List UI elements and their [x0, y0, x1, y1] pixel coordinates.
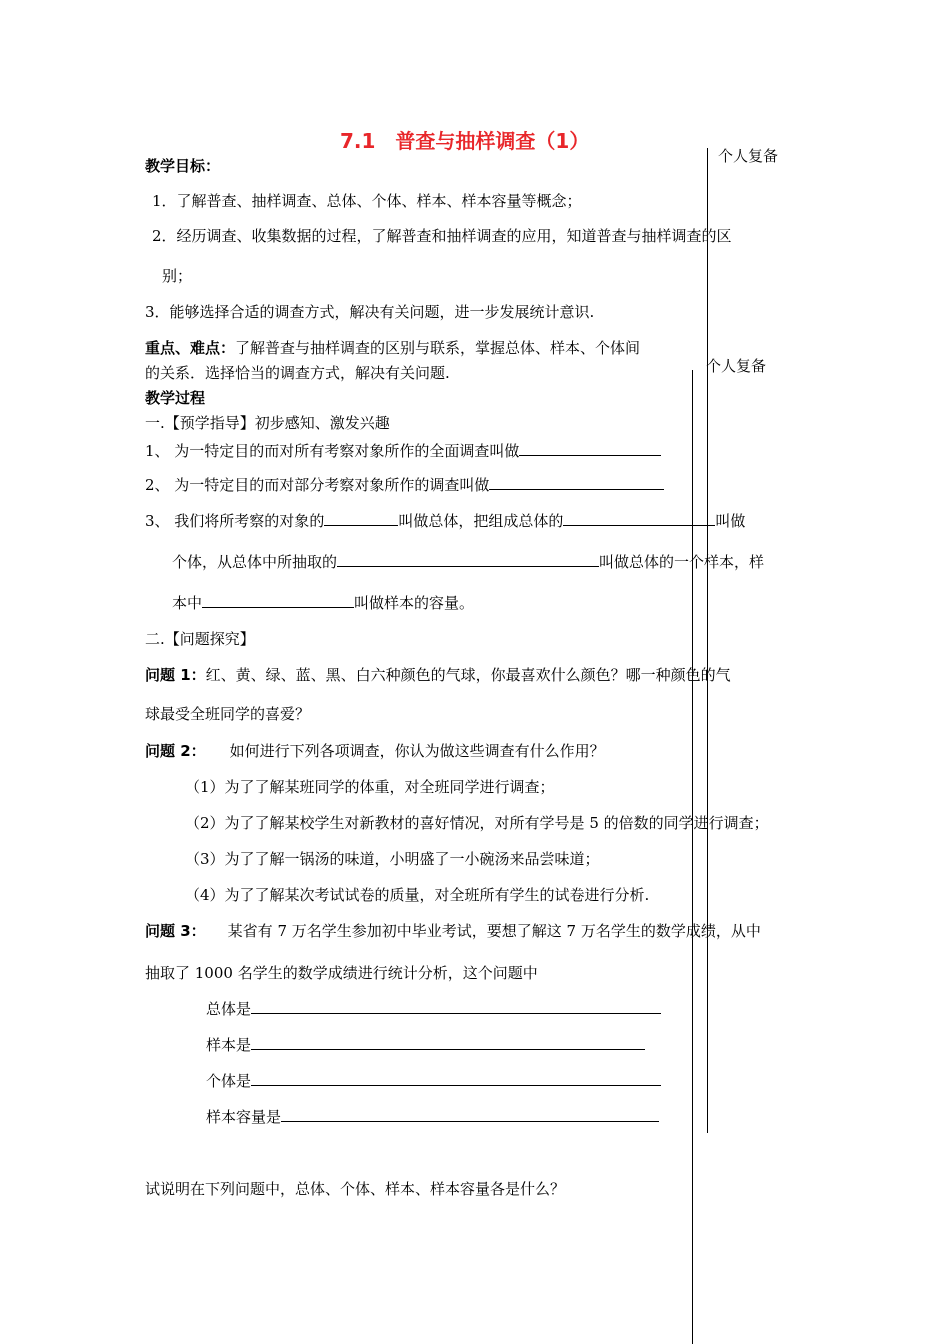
- answer-blank[interactable]: [519, 441, 661, 456]
- answer-blank[interactable]: [251, 1071, 661, 1086]
- answer-blank[interactable]: [489, 475, 664, 490]
- question-1: [145, 440, 661, 461]
- problem-1-label: 问题 1：: [145, 666, 206, 684]
- objective-2-cont: 别；: [162, 267, 193, 285]
- side-note-2: 个人复备: [706, 357, 767, 375]
- objectives-heading: 教学目标：: [145, 157, 221, 175]
- field-label: 总体是: [206, 1000, 252, 1018]
- question-3: [145, 510, 745, 531]
- field-label: 个体是: [206, 1072, 252, 1090]
- margin-divider-upper: [707, 148, 708, 1133]
- problem-3: [145, 920, 761, 941]
- key-points-label: 重点、难点：: [145, 339, 236, 357]
- problem-2-text: 如何进行下列各项调查，你认为做这些调查有什么作用？: [229, 742, 605, 760]
- question-3-text-c: 叫做: [715, 512, 746, 530]
- question-3-text-f: 本中: [172, 594, 203, 612]
- field-sample-size: [206, 1106, 659, 1127]
- objective-1: 1．了解普查、抽样调查、总体、个体、样本、样本容量等概念；: [152, 192, 582, 210]
- problem-3-cont: 抽取了 1000 名学生的数学成绩进行统计分析，这个问题中: [145, 964, 538, 982]
- answer-blank[interactable]: [337, 552, 599, 567]
- problem-2-item: （1）为了了解某班同学的体重，对全班同学进行调查；: [185, 778, 555, 796]
- process-heading: 教学过程: [145, 389, 206, 407]
- field-individual: [206, 1070, 661, 1091]
- answer-blank[interactable]: [202, 593, 354, 608]
- problem-3-label: 问题 3：: [145, 922, 206, 940]
- question-3-text-a: 3、 我们将所考察的对象的: [145, 512, 325, 530]
- problem-1: [145, 664, 731, 685]
- problem-2-item: （2）为了了解某校学生对新教材的喜好情况，对所有学号是 5 的倍数的同学进行调查；: [185, 814, 769, 832]
- field-label: 样本容量是: [206, 1108, 282, 1126]
- key-points-text: 了解普查与抽样调查的区别与联系，掌握总体、样本、个体间: [235, 339, 641, 357]
- closing-prompt: 试说明在下列问题中，总体、个体、样本、样本容量各是什么？: [145, 1180, 566, 1198]
- question-2: [145, 474, 664, 495]
- key-points-line1: [145, 337, 640, 358]
- section1-heading: 一.【预学指导】初步感知、激发兴趣: [145, 414, 390, 432]
- problem-1-cont: 球最受全班同学的喜爱？: [145, 705, 311, 723]
- answer-blank[interactable]: [251, 999, 661, 1014]
- question-3-text-b: 叫做总体，把组成总体的: [398, 512, 564, 530]
- question-3-text-g: 叫做样本的容量。: [354, 594, 475, 612]
- problem-3-text: 某省有 7 万名学生参加初中毕业考试，要想了解这 7 万名学生的数学成绩，从中: [227, 922, 761, 940]
- problem-2-label: 问题 2：: [145, 742, 206, 760]
- question-3-text-e: 叫做总体的一个样本，样: [599, 553, 765, 571]
- problem-2-item: （4）为了了解某次考试试卷的质量，对全班所有学生的试卷进行分析.: [185, 886, 650, 904]
- key-points-line2: 的关系．选择恰当的调查方式，解决有关问题.: [145, 364, 450, 382]
- page-title: 7.1 普查与抽样调查（1）: [340, 129, 590, 153]
- question-3-line3: [172, 592, 474, 613]
- side-note-1: 个人复备: [718, 147, 779, 165]
- question-3-text-d: 个体，从总体中所抽取的: [172, 553, 338, 571]
- field-label: 样本是: [206, 1036, 252, 1054]
- answer-blank[interactable]: [251, 1035, 645, 1050]
- question-3-line2: [172, 551, 764, 572]
- objective-3: 3．能够选择合适的调查方式，解决有关问题，进一步发展统计意识.: [145, 303, 595, 321]
- problem-1-text: 红、黄、绿、蓝、黑、白六种颜色的气球，你最喜欢什么颜色？哪一种颜色的气: [205, 666, 731, 684]
- field-sample: [206, 1034, 645, 1055]
- answer-blank[interactable]: [324, 511, 398, 526]
- problem-2-item: （3）为了了解一锅汤的味道，小明盛了一小碗汤来品尝味道；: [185, 850, 600, 868]
- answer-blank[interactable]: [563, 511, 715, 526]
- section2-heading: 二.【问题探究】: [145, 630, 255, 648]
- objective-2: 2．经历调查、收集数据的过程，了解普查和抽样调查的应用，知道普查与抽样调查的区: [152, 227, 732, 245]
- question-1-text: 1、 为一特定目的而对所有考察对象所作的全面调查叫做: [145, 442, 520, 460]
- problem-2: [145, 740, 605, 761]
- question-2-text: 2、 为一特定目的而对部分考察对象所作的调查叫做: [145, 476, 490, 494]
- field-population: [206, 998, 661, 1019]
- answer-blank[interactable]: [281, 1107, 659, 1122]
